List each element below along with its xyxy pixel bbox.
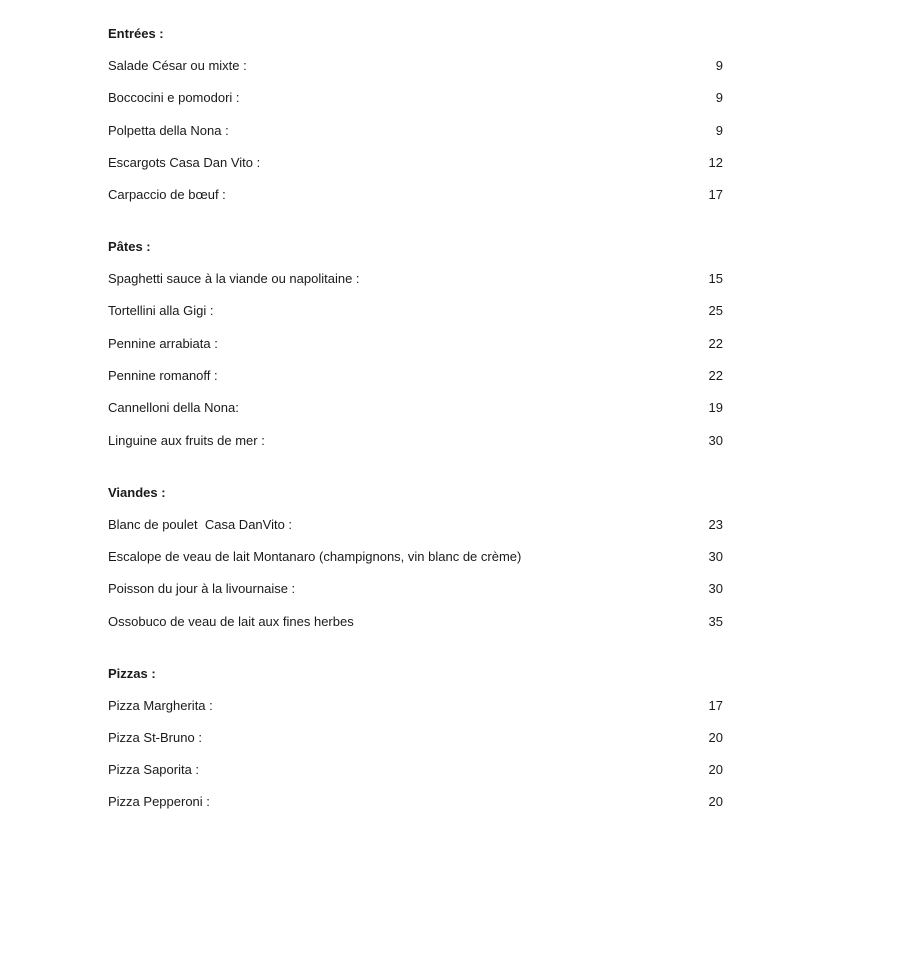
item-price: 9 (715, 122, 723, 138)
menu-item (108, 121, 723, 141)
item-name: Pizza St-Bruno : (108, 729, 202, 745)
menu-item (108, 88, 723, 108)
section-pizzas (108, 664, 723, 813)
item-name: Pennine romanoff : (108, 368, 218, 384)
menu-item (108, 696, 723, 716)
menu-item (108, 366, 723, 386)
menu-item (108, 269, 723, 289)
menu-item (108, 579, 723, 599)
menu-item (108, 301, 723, 321)
menu-document (108, 24, 723, 812)
item-name: Ossobuco de veau de lait aux fines herbes (108, 613, 354, 629)
item-price: 20 (708, 729, 723, 745)
item-price: 19 (708, 400, 723, 416)
section-viandes (108, 483, 723, 632)
section-title: Entrées : (108, 26, 164, 41)
item-price: 35 (708, 613, 723, 629)
menu-item (108, 760, 723, 780)
menu-item (108, 515, 723, 535)
item-name: Pennine arrabiata : (108, 335, 218, 351)
item-price: 30 (708, 548, 723, 564)
section-title: Pâtes : (108, 239, 151, 255)
menu-item (108, 334, 723, 354)
item-name: Linguine aux fruits de mer : (108, 432, 265, 448)
item-name: Escargots Casa Dan Vito : (108, 154, 261, 170)
menu-item (108, 612, 723, 632)
section-entrees (108, 24, 723, 205)
item-price: 20 (708, 762, 723, 778)
item-price: 17 (708, 187, 723, 203)
item-name: Salade César ou mixte : (108, 58, 247, 73)
item-price: 20 (708, 794, 723, 810)
item-name: Boccocini e pomodori : (108, 90, 240, 106)
item-name: Tortellini alla Gigi : (108, 303, 214, 319)
section-title: Viandes : (108, 484, 166, 500)
item-price: 22 (708, 368, 723, 384)
item-price: 22 (708, 335, 723, 351)
item-price: 15 (708, 271, 723, 287)
item-price: 12 (708, 154, 723, 170)
item-price: 23 (708, 516, 723, 532)
menu-item (108, 431, 723, 451)
item-name: Polpetta della Nona : (108, 122, 229, 138)
item-name: Blanc de poulet Casa DanVito : (108, 516, 293, 532)
item-price: 17 (708, 697, 723, 713)
menu-item (108, 398, 723, 418)
item-price: 9 (715, 90, 723, 106)
item-name: Poisson du jour à la livournaise : (108, 581, 296, 597)
item-name: Pizza Margherita : (108, 697, 213, 713)
item-name: Cannelloni della Nona: (108, 400, 239, 416)
item-name: Spaghetti sauce à la viande ou napolitaine : (108, 271, 360, 287)
menu-item (108, 728, 723, 748)
menu-item (108, 185, 723, 205)
item-price: 9 (715, 58, 723, 73)
item-price: 30 (708, 581, 723, 597)
item-name: Pizza Saporita : (108, 762, 200, 778)
section-title: Pizzas : (108, 665, 156, 681)
menu-item (108, 56, 723, 76)
item-name: Carpaccio de bœuf : (108, 187, 226, 203)
menu-item (108, 792, 723, 812)
item-name: Escalope de veau de lait Montanaro (champignons, vin blanc de crème) (108, 548, 522, 564)
item-name: Pizza Pepperoni : (108, 794, 210, 810)
item-price: 30 (708, 432, 723, 448)
menu-item (108, 153, 723, 173)
menu-item (108, 547, 723, 567)
section-pates (108, 237, 723, 450)
item-price: 25 (708, 303, 723, 319)
